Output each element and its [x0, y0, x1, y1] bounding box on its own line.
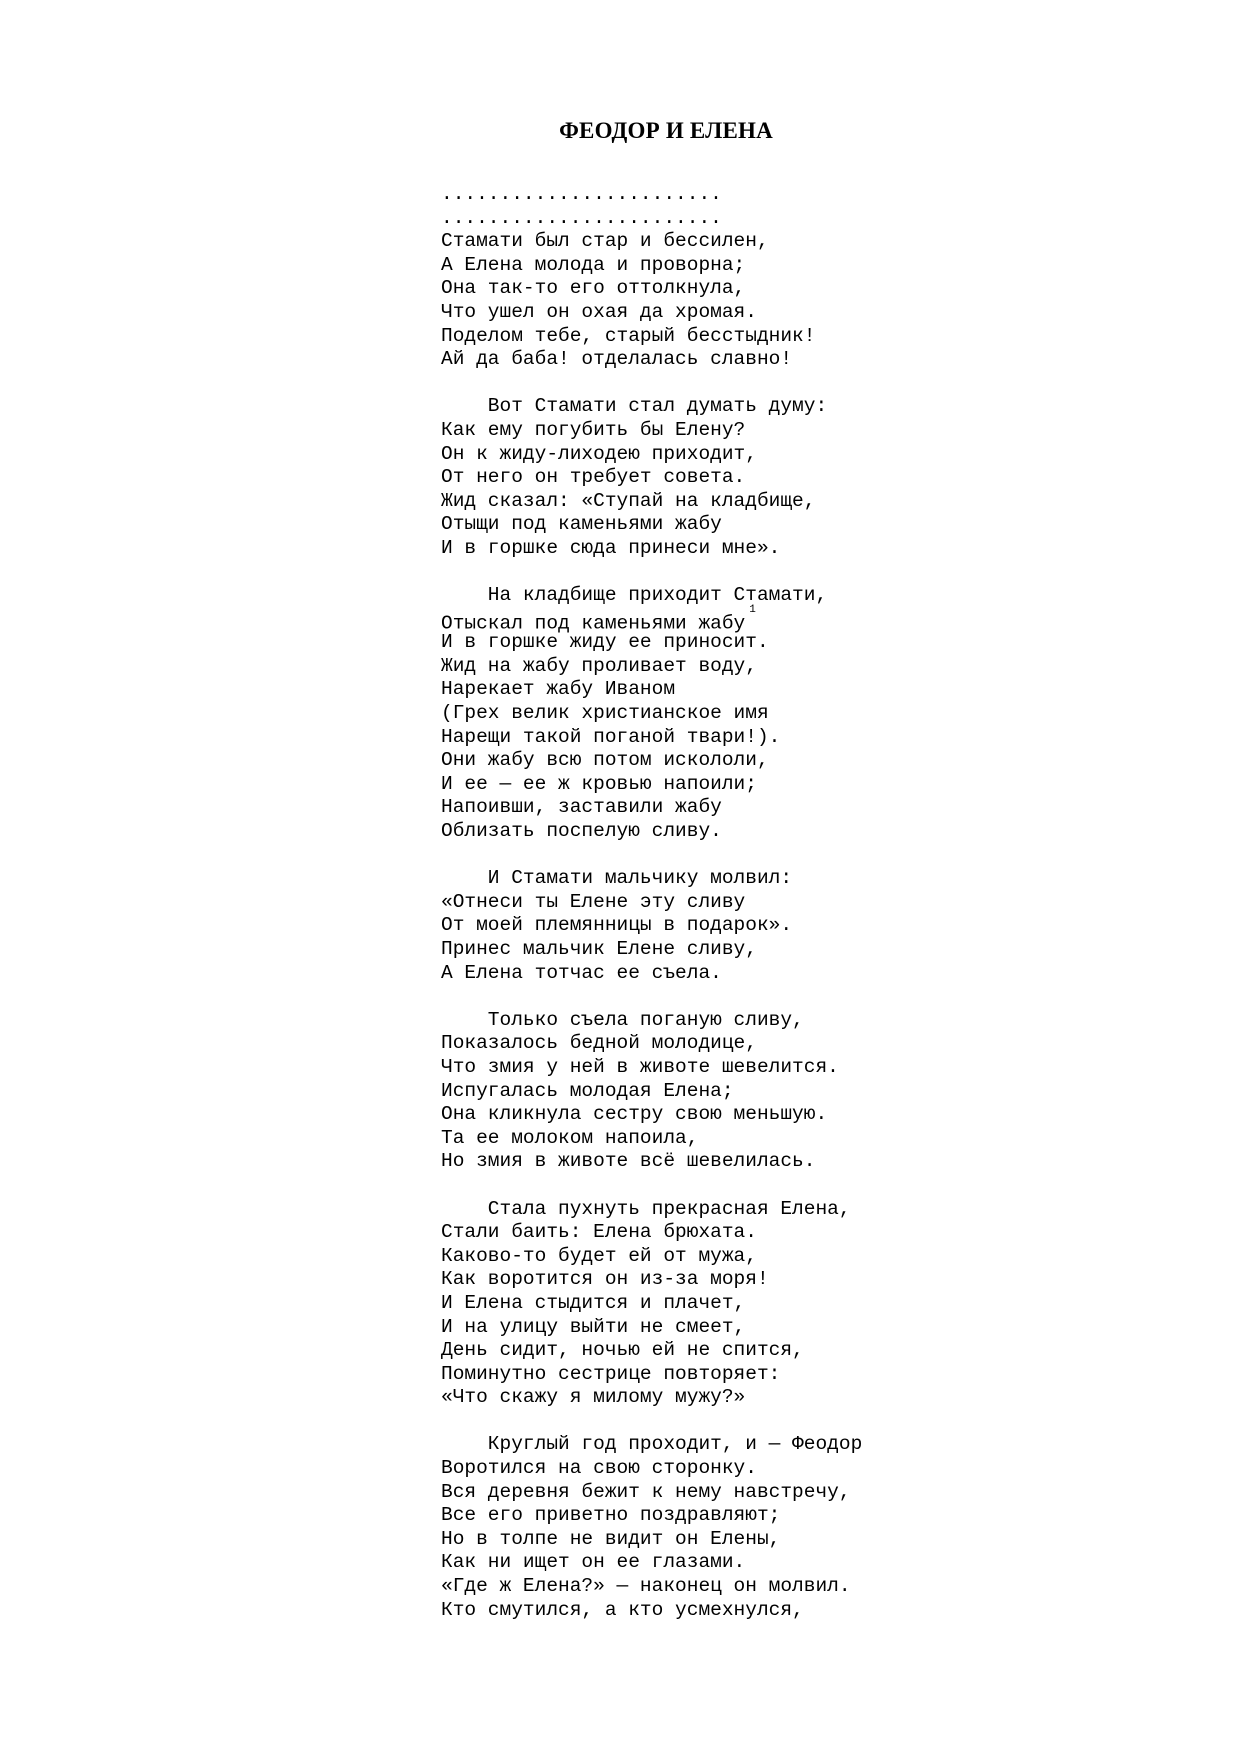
poem-line: И Елена стыдится и плачет, [441, 1291, 746, 1314]
poem-line: Вот Стамати стал думать думу: [441, 395, 828, 418]
poem-line: Ай да баба! отделалась славно! [441, 348, 793, 371]
poem-line: Поделом тебе, старый бесстыдник! [441, 324, 816, 347]
poem-line: Вся деревня бежит к нему навстречу, [441, 1480, 851, 1503]
poem-line: Нарещи такой поганой твари!). [441, 725, 781, 748]
poem-line: Как воротится он из-за моря! [441, 1268, 769, 1291]
poem-line: Нарекает жабу Иваном [441, 678, 676, 701]
stanza-7 [441, 1433, 862, 1622]
poem-line-with-footnote [441, 603, 862, 635]
poem-line: А Елена молода и проворна; [441, 253, 746, 276]
stanza-3 [441, 584, 862, 844]
poem-line: Та ее молоком напоила, [441, 1126, 699, 1149]
poem-line-text: Отыскал под каменьями жабу [441, 612, 746, 635]
poem-line: «Отнеси ты Елене эту сливу [441, 890, 746, 913]
poem-line: Но в толпе не видит он Елены, [441, 1527, 781, 1550]
poem-line: Все его приветно поздравляют; [441, 1504, 781, 1527]
poem-line: Как ни ищет он ее глазами. [441, 1551, 746, 1574]
poem-title: ФЕОДОР И ЕЛЕНА [559, 118, 773, 143]
poem-body [441, 183, 862, 1646]
poem-line: От него он требует совета. [441, 466, 746, 489]
poem-line: Принес мальчик Елене сливу, [441, 938, 757, 960]
poem-line: Кто смутился, а кто усмехнулся, [441, 1598, 804, 1621]
poem-line: Воротился на свою сторонку. [441, 1457, 757, 1480]
poem-line: Стали баить: Елена брюхата. [441, 1221, 757, 1244]
stanza-1 [441, 183, 862, 372]
stanza-6 [441, 1198, 862, 1410]
poem-line: Стамати был стар и бессилен, [441, 230, 769, 253]
poem-line: Они жабу всю потом искололи, [441, 749, 769, 772]
poem-line: И на улицу выйти не смеет, [441, 1315, 746, 1338]
poem-line: ........................ [441, 206, 722, 229]
poem-line: Что змия у ней в животе шевелится. [441, 1055, 839, 1078]
poem-line: И в горшке жиду ее приносит. [441, 631, 769, 654]
poem-line: Он к жиду-лиходею приходит, [441, 442, 757, 465]
poem-line: «Где ж Елена?» — наконец он молвил. [441, 1575, 851, 1598]
poem-line: Но змия в животе всё шевелилась. [441, 1150, 816, 1173]
footnote-marker[interactable]: 1 [749, 603, 756, 616]
stanza-4 [441, 867, 862, 985]
poem-line: ........................ [441, 183, 722, 205]
poem-line: Поминутно сестрице повторяет: [441, 1362, 781, 1385]
poem-line: Жид на жабу проливает воду, [441, 654, 757, 677]
poem-line: Только съела поганую сливу, [441, 1008, 804, 1031]
poem-line: И в горшке сюда принеси мне». [441, 536, 781, 559]
poem-line: Показалось бедной молодице, [441, 1032, 757, 1055]
poem-line: И Стамати мальчику молвил: [441, 867, 793, 890]
poem-line: Каково-то будет ей от мужа, [441, 1244, 757, 1267]
poem-line: Облизать поспелую сливу. [441, 820, 722, 843]
poem-line: Она кликнула сестру свою меньшую. [441, 1103, 828, 1126]
poem-line: И ее — ее ж кровью напоили; [441, 772, 757, 795]
poem-line: Она так-то его оттолкнула, [441, 277, 746, 300]
poem-line: Жид сказал: «Ступай на кладбище, [441, 489, 816, 512]
poem-line: А Елена тотчас ее съела. [441, 961, 722, 984]
poem-line: Напоивши, заставили жабу [441, 796, 722, 819]
poem-line: От моей племянницы в подарок». [441, 914, 793, 937]
poem-line: Что ушел он охая да хромая. [441, 300, 757, 323]
poem-line: На кладбище приходит Стамати, [441, 584, 828, 607]
poem-line: Отыщи под каменьями жабу [441, 513, 722, 536]
poem-line: Как ему погубить бы Елену? [441, 418, 746, 441]
poem-line: Стала пухнуть прекрасная Елена, [441, 1197, 851, 1220]
poem-line: Круглый год проходит, и — Феодор [441, 1433, 863, 1456]
poem-line: «Что скажу я милому мужу?» [441, 1386, 746, 1409]
stanza-5 [441, 1009, 862, 1174]
poem-line: День сидит, ночью ей не спится, [441, 1339, 804, 1362]
poem-line: Испугалась молодая Елена; [441, 1079, 734, 1102]
stanza-2 [441, 395, 862, 560]
poem-line: (Грех велик христианское имя [441, 702, 769, 725]
